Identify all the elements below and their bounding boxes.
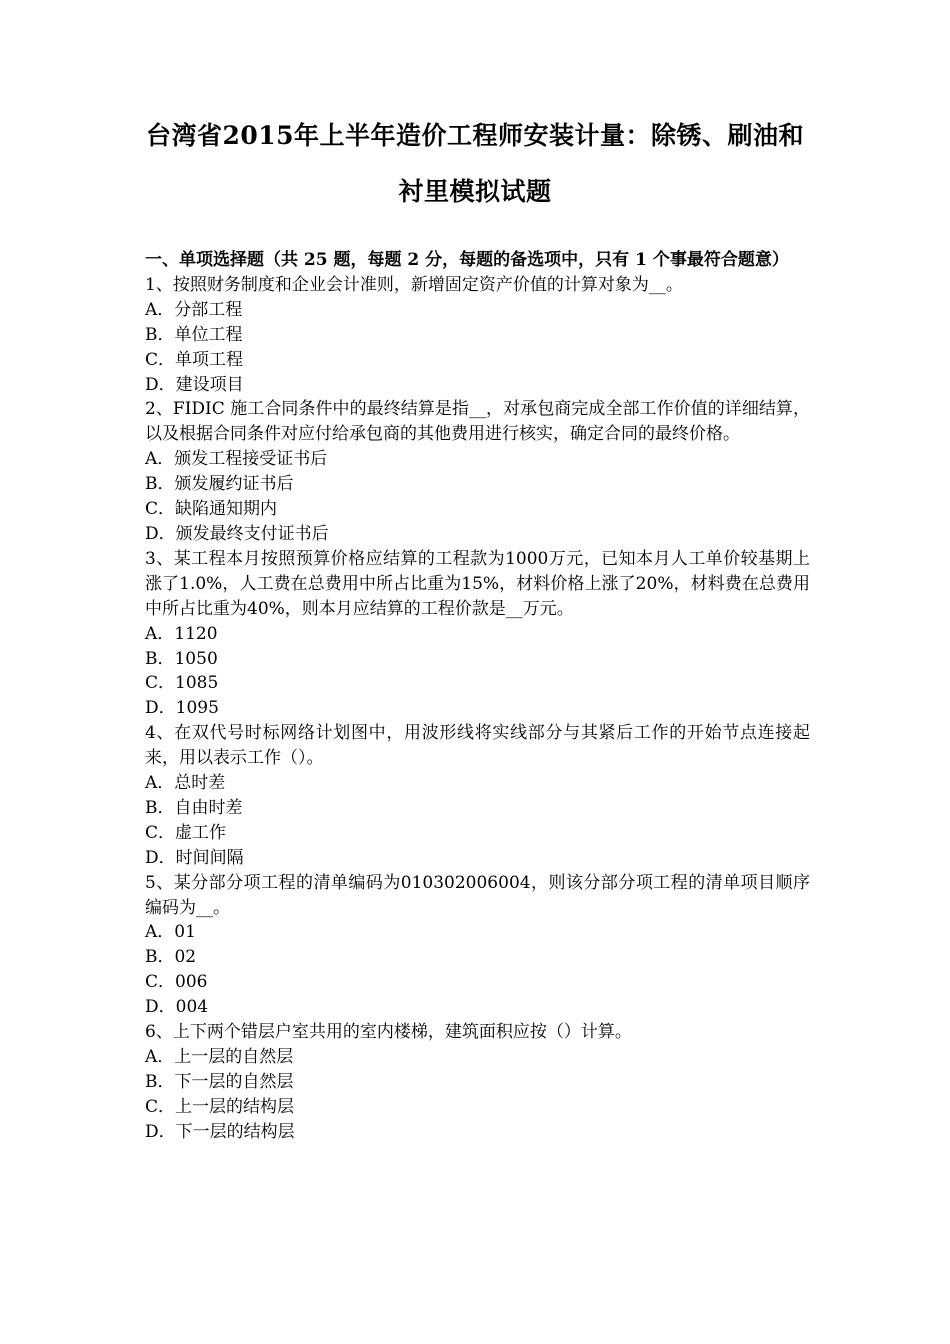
option-a: A．1120 <box>145 623 218 644</box>
option-c: C．虚工作 <box>145 822 227 843</box>
option-d: D．建设项目 <box>145 374 244 395</box>
option-b: B．自由时差 <box>145 797 243 818</box>
option-d: D．颁发最终支付证书后 <box>145 523 329 544</box>
section-heading: 一、单项选择题（共 25 题，每题 2 分，每题的备选项中，只有 1 个事最符合题意） <box>145 250 789 270</box>
option-d: D．1095 <box>145 698 219 719</box>
question-text: 3、某工程本月按照预算价格应结算的工程款为1000万元，已知本月人工单价较基期上涨了1.0%，人工费在总费用中所占比重为15%，材料价格上涨了20%，材料费在总费用中所占比重为40%，则本月应结算的工程价款是__万元。 <box>145 548 810 619</box>
option-b: B．1050 <box>145 648 218 669</box>
option-a: A．分部工程 <box>145 299 243 320</box>
option-c: C．上一层的结构层 <box>145 1096 295 1117</box>
question-1 <box>145 273 810 398</box>
question-5 <box>145 871 810 1020</box>
question-text: 6、上下两个错层户室共用的室内楼梯，建筑面积应按（）计算。 <box>145 1022 632 1043</box>
question-text: 5、某分部分项工程的清单编码为010302006004，则该分部分项工程的清单项目顺序编码为__。 <box>145 872 810 918</box>
option-b: B．颁发履约证书后 <box>145 474 294 495</box>
option-c: C．1085 <box>145 673 219 694</box>
option-d: D．时间间隔 <box>145 847 244 868</box>
question-text: 4、在双代号时标网络计划图中，用波形线将实线部分与其紧后工作的开始节点连接起来，用以表示工作（）。 <box>145 723 810 769</box>
option-c: C．缺陷通知期内 <box>145 499 278 520</box>
option-c: C．006 <box>145 972 208 993</box>
option-d: D．下一层的结构层 <box>145 1121 295 1142</box>
question-6 <box>145 1020 810 1145</box>
question-3 <box>145 547 810 721</box>
option-b: B．02 <box>145 947 197 968</box>
question-2 <box>145 397 810 546</box>
option-b: B．下一层的自然层 <box>145 1071 294 1092</box>
document-title <box>120 108 830 220</box>
option-a: A．颁发工程接受证书后 <box>145 449 328 470</box>
title-line-1: 台湾省2015年上半年造价工程师安装计量：除锈、刷油和 <box>145 121 805 150</box>
option-c: C．单项工程 <box>145 349 244 370</box>
question-text: 2、FIDIC 施工合同条件中的最终结算是指__，对承包商完成全部工作价值的详细结算，以及根据合同条件对应付给承包商的其他费用进行核实，确定合同的最终价格。 <box>145 399 810 445</box>
option-a: A．总时差 <box>145 773 226 794</box>
option-d: D．004 <box>145 997 209 1018</box>
title-line-2: 衬里模拟试题 <box>398 177 552 206</box>
question-4 <box>145 721 810 870</box>
document-body <box>145 248 810 1145</box>
question-text: 1、按照财务制度和企业会计准则，新增固定资产价值的计算对象为__。 <box>145 274 683 295</box>
option-a: A．01 <box>145 922 196 943</box>
option-b: B．单位工程 <box>145 324 243 345</box>
option-a: A．上一层的自然层 <box>145 1047 294 1067</box>
